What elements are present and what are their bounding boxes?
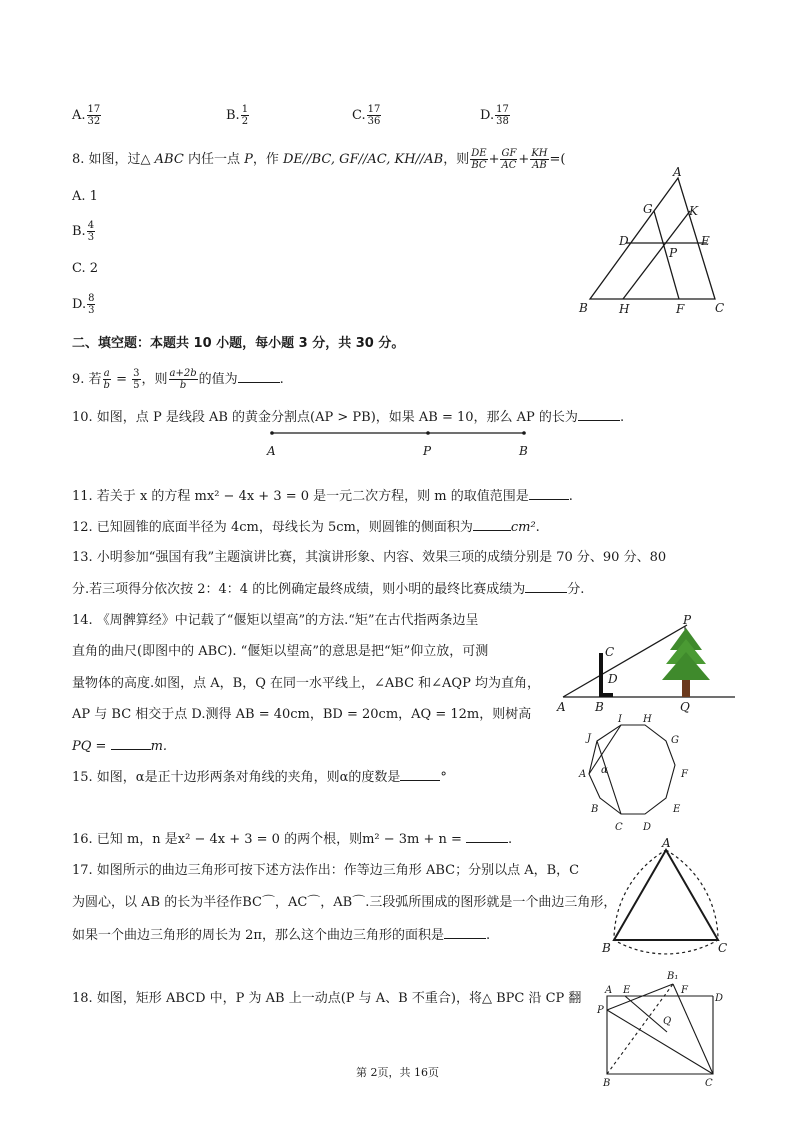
q7-option-d <box>480 104 511 127</box>
answer-blank[interactable] <box>238 370 280 383</box>
q8-text: 8. 如图，过△ <box>72 152 155 167</box>
label-h: H <box>643 714 652 725</box>
numerator: a+2b <box>169 368 197 379</box>
label-b1: B₁ <box>667 971 679 982</box>
label-j: J <box>587 733 592 744</box>
fraction <box>367 104 382 127</box>
numerator: 17 <box>496 104 509 115</box>
answer-blank[interactable] <box>473 518 511 531</box>
q11-text: 11. 若关于 x 的方程 mx² − 4x + 3 = 0 是一元二次方程，则 m 的取值范围是 <box>72 489 529 504</box>
label-q: Q <box>663 1016 672 1027</box>
label-a: A <box>579 769 587 780</box>
q8-option-b <box>72 220 96 243</box>
label-f: F <box>676 302 685 316</box>
equilateral-triangle <box>614 850 718 940</box>
denominator: AC <box>501 160 517 171</box>
q14-text: PQ = <box>72 739 111 754</box>
label-c: C <box>605 645 615 659</box>
q9-text: . <box>279 372 284 387</box>
fraction <box>87 104 102 127</box>
section-heading: 二、填空题：本题共 10 小题，每小题 3 分，共 30 分。 <box>72 336 405 351</box>
label-p: P <box>597 1005 604 1016</box>
label-p: P <box>683 613 692 627</box>
label-a: A <box>557 700 566 714</box>
q12-text: . <box>535 520 540 535</box>
ruler-vertical <box>599 653 603 697</box>
q10-text: 10. 如图，点 P 是线段 AB 的黄金分割点(AP > PB)，如果 AB = 10，那么 AP 的长为 <box>72 410 578 425</box>
label-d: D <box>643 822 652 833</box>
answer-blank[interactable] <box>444 926 486 939</box>
label-g: G <box>643 202 653 216</box>
numerator: 1 <box>241 104 249 115</box>
q10 <box>72 408 624 427</box>
label-e: E <box>673 804 681 815</box>
label-f: F <box>681 769 688 780</box>
q10-segment-figure <box>262 426 542 460</box>
q9-text: ，则 <box>141 372 168 387</box>
fraction <box>103 368 111 391</box>
denominator: 3 <box>88 305 95 316</box>
q11-text: . <box>568 489 573 504</box>
q9-text: 的值为 <box>198 372 238 387</box>
point-a <box>270 431 274 435</box>
q8-stem <box>72 148 566 171</box>
numerator: 17 <box>367 104 381 115</box>
q13-text: 分.若三项得分依次按 2：4：4 的比例确定最终成绩，则小明的最终比赛成绩为 <box>72 582 526 597</box>
tree-icon <box>662 628 710 697</box>
label-g: G <box>671 735 679 746</box>
label-i: I <box>618 714 622 725</box>
q8-point: P <box>244 152 253 167</box>
denominator: 5 <box>133 380 140 391</box>
q8-text: ，作 <box>252 152 283 167</box>
fraction <box>132 368 140 391</box>
fraction <box>87 293 95 316</box>
triangle-abc <box>590 178 715 299</box>
q11 <box>72 487 573 506</box>
label-b: B <box>591 804 599 815</box>
q17-line2: 为圆心，以 AB 的长为半径作BC⌒，AC⌒，AB⌒.三段弧所围成的图形就是一个曲边三角形， <box>72 895 617 910</box>
label-c: C <box>718 941 728 955</box>
label-d: D <box>619 234 629 248</box>
label-b: B <box>602 941 611 955</box>
denominator: AB <box>532 160 547 171</box>
q9-text: 9. 若 <box>72 372 102 387</box>
q9 <box>72 368 284 391</box>
q18-rectangle-figure <box>595 966 735 1088</box>
ruler-horizontal <box>599 693 613 697</box>
label-p: P <box>669 246 678 260</box>
label-a: A <box>267 444 276 458</box>
q13-line2 <box>72 580 584 599</box>
label-h: H <box>619 302 630 316</box>
numerator: 4 <box>87 220 95 231</box>
label-b: B <box>519 444 528 458</box>
segment-pc <box>607 1010 713 1074</box>
denominator: b <box>179 380 187 391</box>
denominator: 2 <box>241 116 249 127</box>
q17-line1: 17. 如图所示的曲边三角形可按下述方法作出：作等边三角形 ABC；分别以点 A，B，C <box>72 863 580 878</box>
rectangle-abcd <box>607 996 713 1074</box>
q7-option-b <box>226 104 250 127</box>
option-label: A. <box>72 108 86 123</box>
fraction <box>169 368 198 391</box>
label-q: Q <box>680 700 690 714</box>
label-a: A <box>673 165 682 179</box>
q14-line1: 14. 《周髀算经》中记载了“偃矩以望高”的方法.“矩”在古代指两条边呈 <box>72 613 479 628</box>
q14-line2: 直角的曲尺(即图中的 ABC). “偃矩以望高”的意思是把“矩”仰立放，可测 <box>72 644 489 659</box>
q14-tree-figure <box>555 612 745 714</box>
denominator: 38 <box>496 116 509 127</box>
q16-text: . <box>508 832 513 847</box>
q15-text: 15. 如图，α是正十边形两条对角线的夹角，则α的度数是 <box>72 770 401 785</box>
segment-pb1 <box>607 984 673 1010</box>
denominator: 32 <box>87 116 101 127</box>
fraction <box>87 220 95 243</box>
curved-triangle <box>614 850 718 954</box>
numerator: GF <box>501 148 517 159</box>
fraction <box>241 104 249 127</box>
numerator: 3 <box>133 368 140 379</box>
q17-reuleaux-figure <box>598 836 738 956</box>
denominator: BC <box>471 160 487 171</box>
fraction <box>495 104 510 127</box>
q14-line5 <box>72 737 167 756</box>
q8-text: 内任一点 <box>183 152 245 167</box>
label-b: B <box>603 1078 611 1088</box>
option-label: D. <box>480 108 495 123</box>
numerator: DE <box>471 148 487 159</box>
numerator: a <box>103 368 110 379</box>
option-label: D. <box>72 297 87 312</box>
q10-text: . <box>619 410 625 425</box>
q8-triangle-name: ABC <box>154 152 184 167</box>
answer-blank[interactable] <box>400 768 440 781</box>
option-label: B. <box>226 108 240 123</box>
q12-unit: cm² <box>510 520 536 535</box>
q7-option-c <box>352 104 382 127</box>
answer-blank[interactable] <box>466 830 508 843</box>
q14-line3: 量物体的高度.如图，点 A，B，Q 在同一水平线上，∠ABC 和∠AQP 均为直角， <box>72 676 540 691</box>
label-c: C <box>705 1078 713 1088</box>
q8-text: ，则 <box>443 152 470 167</box>
label-a: A <box>662 836 671 850</box>
q13-line1: 13. 小明参加“强国有我”主题演讲比赛，其演讲形象、内容、效果三项的成绩分别是 70 分、90 分、80 <box>72 550 667 565</box>
label-b: B <box>595 700 604 714</box>
answer-blank[interactable] <box>111 737 151 750</box>
plus-sign: + <box>488 152 500 167</box>
label-k: K <box>689 204 698 218</box>
option-label: B. <box>72 224 86 239</box>
q7-option-a <box>72 104 102 127</box>
numerator: 8 <box>88 293 95 304</box>
label-f: F <box>681 985 688 996</box>
label-c: C <box>615 822 623 833</box>
q17-text: . <box>485 928 491 943</box>
answer-blank[interactable] <box>529 487 569 500</box>
q8-text: =( <box>549 152 566 167</box>
segment-b1c <box>673 984 713 1074</box>
q15-text: ° <box>440 770 447 785</box>
q14-line4: AP 与 BC 相交于点 D.测得 AB = 40cm，BD = 20cm，AQ = 12m，则树高 <box>72 707 532 722</box>
q18: 18. 如图，矩形 ABCD 中，P 为 AB 上一动点(P 与 A、B 不重合)，将△ BPC 沿 CP 翻 <box>72 991 582 1006</box>
fraction <box>500 148 517 171</box>
q8-option-d <box>72 293 96 316</box>
numerator: KH <box>531 148 548 159</box>
label-a: A <box>605 985 613 996</box>
q15 <box>72 768 447 787</box>
diagonal-jc <box>597 741 621 814</box>
denominator: b <box>103 380 110 391</box>
q12 <box>72 518 540 537</box>
label-b: B <box>579 301 588 315</box>
q17-text: 如果一个曲边三角形的周长为 2π，那么这个曲边三角形的面积是 <box>72 928 444 943</box>
segment-kh <box>623 211 690 299</box>
q8-parallels: DE//BC, GF//AC, KH//AB <box>282 152 444 167</box>
q8-option-a: A. 1 <box>72 189 98 204</box>
label-p: P <box>423 444 432 458</box>
label-d: D <box>608 672 618 686</box>
label-e: E <box>623 985 631 996</box>
q17-line3 <box>72 926 490 945</box>
point-b <box>522 431 526 435</box>
page-footer: 第 2页，共 16页 <box>356 1066 439 1079</box>
label-c: C <box>715 301 725 315</box>
q16 <box>72 830 512 849</box>
answer-blank[interactable] <box>525 580 567 593</box>
option-label: C. <box>352 108 366 123</box>
q8-option-c: C. 2 <box>72 261 99 276</box>
q8-triangle-figure <box>575 165 735 320</box>
point-p <box>426 431 430 435</box>
label-d: D <box>715 993 724 1004</box>
q14-unit: m. <box>150 739 168 754</box>
plus-sign: + <box>518 152 530 167</box>
label-e: E <box>701 234 710 248</box>
q12-text: 12. 已知圆锥的底面半径为 4cm，母线长为 5cm，则圆锥的侧面积为 <box>72 520 473 535</box>
equals-sign: = <box>111 372 132 387</box>
q15-decagon-figure <box>555 710 705 840</box>
denominator: 36 <box>367 116 381 127</box>
denominator: 3 <box>87 232 95 243</box>
label-alpha: α <box>601 765 608 776</box>
fraction <box>530 148 548 171</box>
q16-text: 16. 已知 m，n 是x² − 4x + 3 = 0 的两个根，则m² − 3m + n = <box>72 832 467 847</box>
numerator: 17 <box>87 104 101 115</box>
q13-text: 分. <box>567 582 585 597</box>
answer-blank[interactable] <box>578 408 620 421</box>
fraction <box>470 148 487 171</box>
